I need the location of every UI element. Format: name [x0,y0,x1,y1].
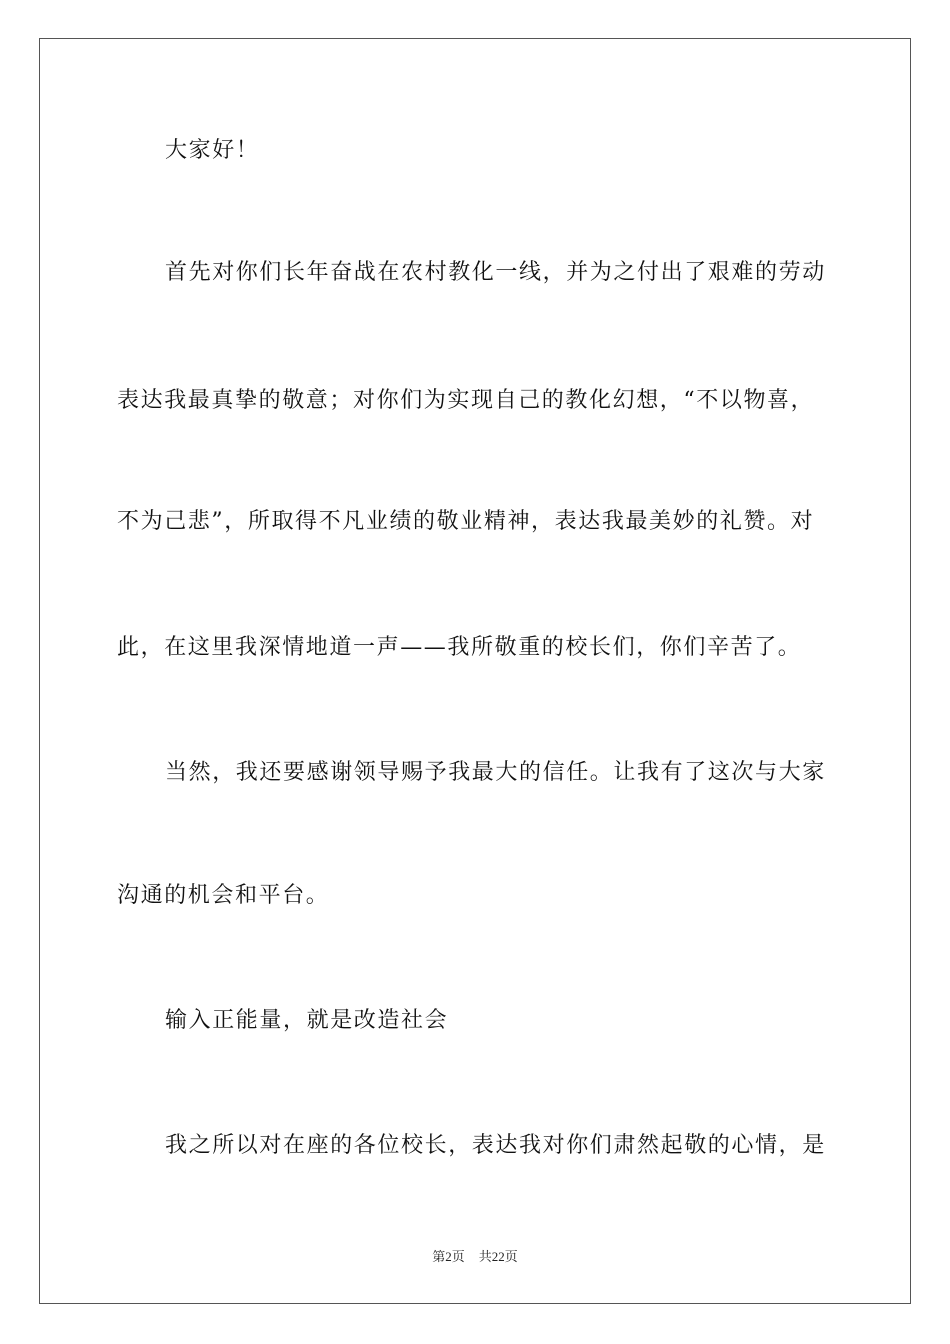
paragraph-line: 表达我最真挚的敬意；对你们为实现自己的教化幻想，“不以物喜， [117,388,815,413]
paragraph-line: 我之所以对在座的各位校长，表达我对你们肃然起敬的心情，是 [165,1133,826,1158]
paragraph-line: 此，在这里我深情地道一声——我所敬重的校长们，你们辛苦了。 [117,635,802,660]
page-footer [0,1248,950,1266]
page-number: 第2页 [432,1249,465,1264]
greeting-line: 大家好！ [165,138,260,163]
page-border [39,38,911,1304]
section-heading: 输入正能量，就是改造社会 [165,1008,449,1033]
paragraph-line: 沟通的机会和平台。 [117,883,330,908]
paragraph-line: 当然，我还要感谢领导赐予我最大的信任。让我有了这次与大家 [165,760,826,785]
paragraph-line: 首先对你们长年奋战在农村教化一线，并为之付出了艰难的劳动 [165,260,826,285]
paragraph-line: 不为己悲”，所取得不凡业绩的敬业精神，表达我最美妙的礼赞。对 [117,509,815,534]
page-total: 共22页 [478,1249,518,1264]
